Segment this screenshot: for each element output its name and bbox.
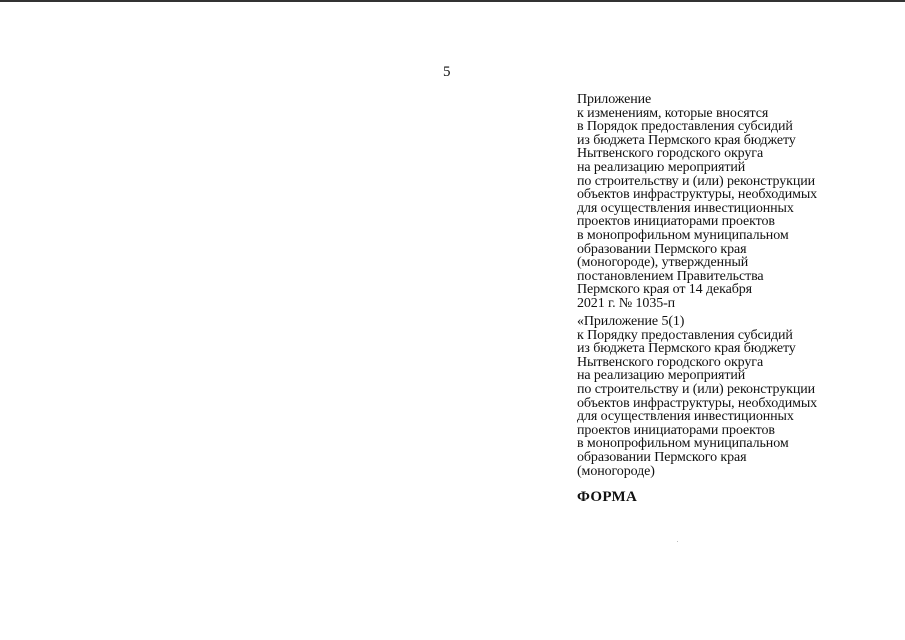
appendix-header-line: Нытвенского городского округа [577,146,764,162]
appendix-header-line: постановлением Правительства [577,268,764,284]
appendix-5-1-line: для осуществления инвестиционных [577,409,794,425]
appendix-header-line: Пермского края от 14 декабря [577,282,752,298]
top-border-line [0,0,905,2]
appendix-header-line: в монопрофильном муниципальном [577,227,789,243]
form-heading: ФОРМА [577,489,638,505]
scan-speck [677,541,678,542]
appendix-header-line: (моногороде), утвержденный [577,255,749,271]
appendix-header-line: в Порядок предоставления субсидий [577,119,793,135]
appendix-header-line: по строительству и (или) реконструкции [577,173,816,189]
appendix-5-1-line: по строительству и (или) реконструкции [577,381,816,397]
appendix-header-line: из бюджета Пермского края бюджету [577,132,796,148]
appendix-header-line: проектов инициаторами проектов [577,214,775,230]
appendix-header-line: объектов инфраструктуры, необходимых [577,187,818,203]
appendix-5-1-line: проектов инициаторами проектов [577,422,775,438]
appendix-5-1-block [577,315,897,478]
appendix-header-line: Приложение [577,92,652,107]
appendix-5-1-line: в монопрофильном муниципальном [577,436,789,452]
appendix-header-line: для осуществления инвестиционных [577,200,794,216]
appendix-header-line: на реализацию мероприятий [577,159,746,175]
appendix-5-1-line: «Приложение 5(1) [577,314,685,329]
appendix-header-block [577,93,897,311]
appendix-5-1-line: (моногороде) [577,463,655,479]
appendix-5-1-line: из бюджета Пермского края бюджету [577,341,796,357]
appendix-5-1-line: образовании Пермского края [577,449,747,465]
appendix-header-line: 2021 г. № 1035-п [577,295,676,311]
appendix-5-1-line: на реализацию мероприятий [577,368,746,384]
appendix-5-1-line: Нытвенского городского округа [577,354,764,370]
appendix-header-line: к изменениям, которые вносятся [577,105,769,121]
page-number: 5 [443,64,451,80]
appendix-5-1-line: к Порядку предоставления субсидий [577,327,793,343]
appendix-header-line: образовании Пермского края [577,241,747,257]
appendix-5-1-line: объектов инфраструктуры, необходимых [577,395,818,411]
